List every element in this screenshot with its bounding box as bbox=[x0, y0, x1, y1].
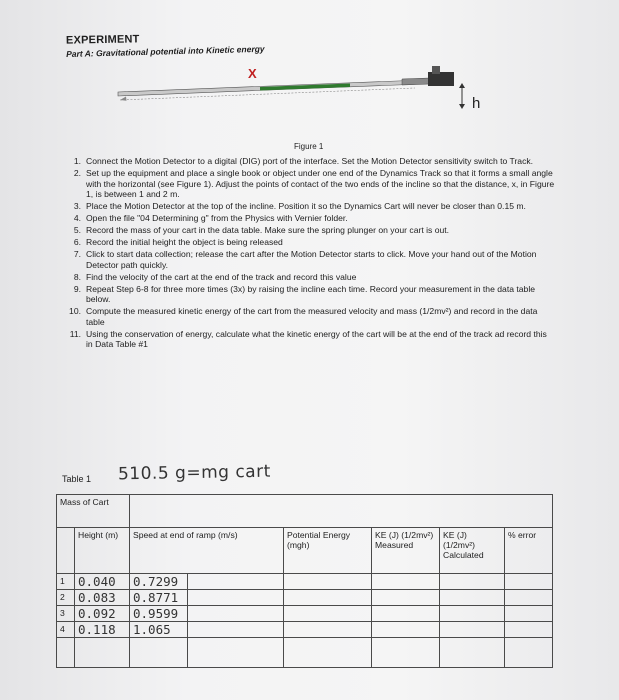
step-item bbox=[60, 213, 555, 224]
error-value[interactable] bbox=[505, 574, 553, 590]
ke-measured-value[interactable] bbox=[372, 606, 440, 622]
step-item bbox=[60, 201, 555, 212]
speed-value[interactable]: 0.7299 bbox=[130, 574, 188, 590]
pe-value[interactable] bbox=[284, 574, 372, 590]
table-label: Table 1 bbox=[62, 474, 92, 484]
empty-cell[interactable] bbox=[188, 574, 284, 590]
mass-of-cart-value[interactable] bbox=[130, 495, 553, 528]
ke-calculated-value[interactable] bbox=[440, 574, 505, 590]
empty-cell[interactable] bbox=[440, 638, 505, 668]
step-number: 8. bbox=[73, 271, 81, 282]
empty-cell[interactable] bbox=[284, 638, 372, 668]
step-text: Using the conservation of energy, calculate what the kinetic energy of the cart will be at the end of the track ad record this in Data Table #1 bbox=[86, 328, 547, 350]
step-number: 4. bbox=[73, 213, 81, 224]
row-number: 3 bbox=[57, 606, 75, 622]
step-text: Connect the Motion Detector to a digital (DIG) port of the interface. Set the Motion Detector sensitivity switch to Track. bbox=[86, 156, 534, 166]
table-row bbox=[57, 606, 553, 622]
row-number: 2 bbox=[57, 590, 75, 606]
step-number: 10. bbox=[69, 306, 81, 317]
step-number: 1. bbox=[73, 156, 81, 166]
step-text: Repeat Step 6-8 for three more times (3x) by raising the incline each time. Record your measurement in the data table below. bbox=[86, 283, 536, 305]
step-number: 9. bbox=[73, 283, 81, 294]
table-row bbox=[57, 590, 553, 606]
empty-cell bbox=[57, 638, 75, 668]
header-percent-error: % error bbox=[505, 528, 553, 574]
step-number: 11. bbox=[69, 328, 81, 339]
speed-value[interactable]: 0.8771 bbox=[130, 590, 188, 606]
distance-label: X bbox=[248, 66, 257, 81]
step-text: Place the Motion Detector at the top of the incline. Position it so the Dynamics Cart will never be closer than 0.15 m. bbox=[86, 201, 526, 212]
speed-value[interactable]: 0.9599 bbox=[130, 606, 188, 622]
height-value[interactable]: 0.118 bbox=[75, 622, 130, 638]
step-text: Compute the measured kinetic energy of the cart from the measured velocity and mass (1/2mv²) and record in the data table bbox=[86, 306, 538, 327]
empty-cell[interactable] bbox=[188, 590, 284, 606]
step-number: 5. bbox=[73, 225, 81, 236]
speed-value[interactable]: 1.065 bbox=[130, 622, 188, 638]
row-number: 1 bbox=[57, 574, 75, 590]
step-text: Open the file "04 Determining g" from the Physics with Vernier folder. bbox=[86, 213, 348, 224]
height-value[interactable]: 0.092 bbox=[75, 606, 130, 622]
header-ke-calculated: KE (J) (1/2mv²) Calculated bbox=[440, 528, 505, 574]
table-row bbox=[57, 622, 553, 638]
empty-cell[interactable] bbox=[188, 638, 284, 668]
pe-value[interactable] bbox=[284, 622, 372, 638]
header-ke-measured: KE (J) (1/2mv²) Measured bbox=[372, 528, 440, 574]
figure-caption: Figure 1 bbox=[294, 142, 324, 151]
part-title: Part A: Gravitational potential into Kinetic energy bbox=[66, 43, 265, 59]
table-row bbox=[57, 574, 553, 590]
step-text: Record the initial height the object is being released bbox=[86, 237, 283, 248]
step-item bbox=[60, 284, 555, 305]
step-item bbox=[60, 249, 555, 270]
ke-measured-value[interactable] bbox=[372, 622, 440, 638]
step-item bbox=[60, 156, 555, 167]
page-heading: EXPERIMENT bbox=[65, 33, 140, 47]
step-text: Record the mass of your cart in the data table. Make sure the spring plunger on your cart is out. bbox=[86, 225, 450, 236]
empty-cell[interactable] bbox=[505, 638, 553, 668]
ke-calculated-value[interactable] bbox=[440, 606, 505, 622]
header-blank bbox=[57, 528, 75, 574]
step-item bbox=[60, 329, 555, 350]
empty-cell[interactable] bbox=[75, 638, 130, 668]
height-value[interactable]: 0.040 bbox=[75, 574, 130, 590]
error-value[interactable] bbox=[505, 606, 553, 622]
step-item bbox=[60, 306, 555, 327]
handwritten-mass-note: 510.5 g=mg cart bbox=[117, 461, 271, 485]
figure-incline-diagram bbox=[110, 62, 510, 122]
empty-cell[interactable] bbox=[188, 622, 284, 638]
motion-detector bbox=[428, 72, 454, 86]
ke-calculated-value[interactable] bbox=[440, 590, 505, 606]
error-value[interactable] bbox=[505, 622, 553, 638]
step-text: Find the velocity of the cart at the end of the track and record this value bbox=[86, 271, 357, 282]
ke-measured-value[interactable] bbox=[372, 590, 440, 606]
step-number: 7. bbox=[73, 249, 81, 260]
pe-value[interactable] bbox=[284, 590, 372, 606]
step-item bbox=[60, 237, 555, 248]
ke-measured-value[interactable] bbox=[372, 574, 440, 590]
data-table bbox=[56, 494, 553, 668]
step-item bbox=[60, 168, 555, 200]
procedure-steps bbox=[60, 156, 555, 351]
height-value[interactable]: 0.083 bbox=[75, 590, 130, 606]
step-number: 2. bbox=[73, 167, 81, 178]
empty-cell[interactable] bbox=[130, 638, 188, 668]
height-label: h bbox=[472, 95, 481, 112]
ke-calculated-value[interactable] bbox=[440, 622, 505, 638]
mass-of-cart-label: Mass of Cart bbox=[57, 495, 130, 528]
step-text: Click to start data collection; release the cart after the Motion Detector starts to click. Move your hand out of the Motion Detector path quickly. bbox=[86, 249, 537, 270]
step-item bbox=[60, 272, 555, 283]
header-height: Height (m) bbox=[75, 528, 130, 574]
header-speed: Speed at end of ramp (m/s) bbox=[130, 528, 284, 574]
table-row bbox=[57, 638, 553, 668]
dynamics-cart bbox=[402, 78, 430, 85]
empty-cell[interactable] bbox=[372, 638, 440, 668]
step-number: 3. bbox=[73, 201, 81, 212]
error-value[interactable] bbox=[505, 590, 553, 606]
empty-cell[interactable] bbox=[188, 606, 284, 622]
step-item bbox=[60, 225, 555, 236]
row-number: 4 bbox=[57, 622, 75, 638]
step-text: Set up the equipment and place a single book or object under one end of the Dynamics Track so that it forms a small angle with the horizontal (see Figure 1). Adjust the points of contact of the two ends of the incline so that the distance, x, in Figure 1, is between 1 and 2 m. bbox=[86, 167, 555, 200]
header-potential-energy: Potential Energy (mgh) bbox=[284, 528, 372, 574]
step-number: 6. bbox=[73, 237, 81, 248]
pe-value[interactable] bbox=[284, 606, 372, 622]
